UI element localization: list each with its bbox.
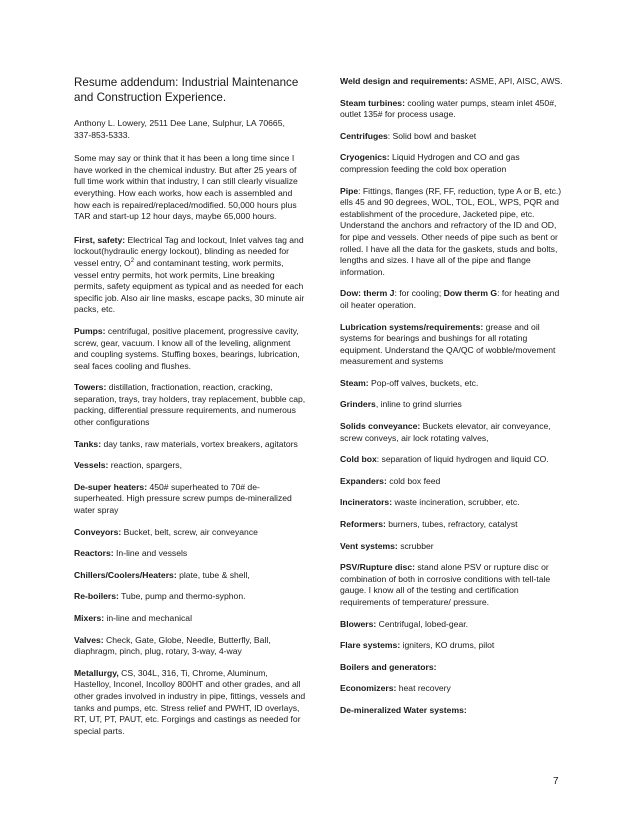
entry-text: 450# superheated to 70# de-superheated. High pressure screw pumps de-mineralized water spray [74, 481, 292, 516]
entry-label: De-super heaters: [74, 481, 148, 492]
entry-label: Cryogenics: [340, 152, 390, 163]
entry-incinerators [340, 497, 568, 509]
entry-text: reaction, spargers, [108, 460, 182, 471]
entry-label: Lubrication systems/requirements: [340, 321, 484, 332]
contact-phone: 337-853-5333. [74, 129, 130, 140]
entry-label: Vessels: [74, 460, 109, 471]
intro-paragraph: Some may say or think that it has been a long time since I have worked in the chemical industry. But after 25 years of full time work within that industry, I can still clearly visualize everything. How each works, how each is assembled and how each is repaired/replaced/modified. 50,000 hours plus TAR and start-up 12 hour days, maybe 65,000 hours. [74, 153, 298, 222]
entry-label: Centrifuges [340, 130, 388, 141]
entry-text: grease and oil systems for bearings and bushings for all rotating equipment. Understand the QA/QC of wobble/movement measurement and systems [340, 321, 556, 367]
entry-economizers [340, 683, 568, 695]
entry-text: cooling water pumps, steam inlet 450#, outlet 135# for process usage. [340, 97, 557, 120]
entry-text: Check, Gate, Globe, Needle, Butterfly, Ball, diaphragm, pinch, plug, rotary, 3-way, 4-way [74, 634, 271, 657]
entry-label: De-mineralized Water systems: [340, 704, 467, 715]
entry-text: igniters, KO drums, pilot [400, 640, 495, 651]
left-column [74, 76, 306, 747]
entry-conveyors [74, 527, 306, 539]
entry-lubrication [340, 322, 568, 368]
entry-demineralized-water [340, 705, 568, 717]
entry-text: day tanks, raw materials, vortex breakers, agitators [101, 438, 298, 449]
contact-address: Anthony L. Lowery, 2511 Dee Lane, Sulphur, LA 70665, [74, 118, 285, 128]
entry-label: Towers: [74, 382, 107, 393]
entry-text: Liquid Hydrogen and CO and gas compression feeding the cold box operation [340, 152, 520, 174]
entry-text: distillation, fractionation, reaction, cracking, separation, trays, tray holders, tray replacement, bubble cap, packing, differential pressure requirements, and numerous other configurations [74, 382, 306, 428]
entry-superscript: 2 [130, 258, 135, 265]
entry-reformers [340, 519, 568, 531]
entry-psv-rupture-disc [340, 562, 568, 608]
entry-label: Steam: [340, 377, 369, 388]
entry-label: Vent systems: [340, 540, 398, 551]
entry-solids-conveyance [340, 421, 568, 444]
entry-label: Weld design and requirements: [340, 76, 468, 86]
entry-safety [74, 235, 306, 316]
entry-text: Centrifugal, lobed-gear. [376, 618, 469, 629]
entry-text: , inline to grind slurries [375, 399, 462, 410]
page-number: 7 [553, 776, 559, 787]
entry-pipe [340, 186, 568, 279]
entry-label: Pumps: [74, 325, 106, 336]
entry-dowtherm [340, 288, 568, 311]
entry-text: plate, tube & shell, [176, 569, 250, 580]
entry-label: Metallurgy, [74, 667, 119, 678]
entry-text: heat recovery [396, 683, 451, 694]
entry-label: Steam turbines: [340, 97, 405, 108]
entry-text: burners, tubes, refractory, catalyst [385, 519, 518, 530]
entry-text: In-line and vessels [113, 548, 188, 559]
entry-text: CS, 304L, 316, Ti, Chrome, Aluminum, Hastelloy, Inconel, Incolloy 800HT and other grades, and all other grades involved in industry in pipe, fittings, vessels and tanks and pumps, etc. Stress relief and PWHT, ID overlays, RT, UT, PT, PAUT, etc. Forgings and castings as needed for special parts. [74, 667, 306, 736]
entry-text: Tube, pump and thermo-syphon. [118, 591, 246, 602]
entry-text: : separation of liquid hydrogen and liquid CO. [376, 454, 549, 465]
entry-text: and contaminant testing, work permits, vessel entry permits, hot work permits, Line breaking permits, safety equipment as typical and as needed for each specific job. Also air line masks, escape packs, 30 minute air packs, etc. [74, 257, 305, 315]
entry-label: PSV/Rupture disc: [340, 562, 415, 573]
entry-text: Pop-off valves, buckets, etc. [368, 377, 479, 388]
entry-vessels [74, 460, 306, 472]
entry-label: Expanders: [340, 475, 387, 486]
entry-label: Boilers and generators: [340, 661, 437, 672]
entry-cold-box [340, 454, 568, 466]
entry-label: Incinerators: [340, 497, 393, 508]
entry-text: ASME, API, AISC, AWS. [467, 76, 563, 86]
entry-label: Flare systems: [340, 640, 401, 651]
entry-steam-turbines [340, 98, 568, 121]
entry-text: : Fittings, flanges (RF, FF, reduction, type A or B, etc.) ells 45 and 90 degrees, WOL, TOL, EOL, WPS, PQR and establishment of the procedure, Jacketed pipe, etc. Understand the anchors and refractory of the ID and OD, for pipe and vessels. Other needs of pipe such as bent or rolled. I have all the data for the gaskets, studs and bolts, lengths and sizes. I have all of the pipe and flange information. [340, 185, 562, 277]
entry-grinders [340, 399, 568, 411]
entry-text: scrubber [397, 540, 434, 551]
entry-reactors [74, 548, 306, 560]
entry-mixers [74, 613, 306, 625]
contact-info [74, 118, 306, 141]
entry-label: Re-boilers: [74, 591, 119, 602]
entry-label: Reformers: [340, 519, 386, 530]
entry-text: : for heating and oil heater operation. [340, 288, 560, 310]
entry-text: stand alone PSV or rupture disc or combination of both in corrosive conditions with tell-tale gauge. I know all of the testing and certification requirements of temperature/ pressure. [340, 562, 551, 607]
entry-text: cold box feed [386, 475, 441, 486]
entry-flare-systems [340, 640, 568, 652]
entry-text: : for cooling; [394, 288, 444, 299]
entry-centrifuges [340, 131, 568, 143]
entry-steam [340, 378, 568, 390]
entry-boilers-generators [340, 662, 568, 674]
entry-de-super-heaters [74, 482, 306, 517]
entry-label: Dow therm G [443, 288, 498, 299]
entry-blowers [340, 619, 568, 631]
entry-label: First, safety: [74, 234, 126, 245]
entry-label: Tanks: [74, 438, 102, 449]
entry-label: Cold box [340, 454, 377, 465]
entry-label: Conveyors: [74, 526, 122, 537]
page-title: Resume addendum: Industrial Maintenance and Construction Experience. [74, 76, 299, 104]
entry-text: in-line and mechanical [104, 613, 192, 623]
entry-text: Bucket, belt, screw, air conveyance [121, 526, 258, 537]
entry-text: centrifugal, positive placement, progressive cavity, screw, gear, vacuum. I know all of the leveling, alignment and coupling systems. Stuffing boxes, bearings, lubrication, seal faces cooling and flushes. [74, 325, 300, 371]
entry-cryogenics [340, 152, 568, 175]
entry-re-boilers [74, 591, 306, 603]
entry-text: waste incineration, scrubber, etc. [392, 497, 520, 508]
entry-expanders [340, 476, 568, 488]
entry-valves [74, 635, 306, 658]
entry-vent-systems [340, 541, 568, 553]
entry-chillers [74, 570, 306, 582]
entry-label: Blowers: [340, 618, 377, 629]
entry-label: Grinders [340, 399, 376, 410]
entry-label: Pipe [340, 185, 359, 196]
right-column [340, 76, 568, 727]
entry-label: Economizers: [340, 683, 397, 694]
entry-text: Electrical Tag and lockout, Inlet valves tag and lockout(hydraulic energy lockout), blinding as needed for vessel entry, O [74, 234, 304, 268]
entry-label: Valves: [74, 634, 104, 645]
entry-towers [74, 382, 306, 428]
entry-text: Buckets elevator, air conveyance, screw conveys, air lock rotating valves, [340, 421, 551, 443]
entry-weld-design [340, 76, 568, 88]
entry-pumps [74, 326, 306, 372]
entry-metallurgy [74, 668, 306, 738]
entry-label: Chillers/Coolers/Heaters: [74, 569, 177, 580]
entry-label: Solids conveyance: [340, 421, 421, 432]
entry-label: Mixers: [74, 613, 105, 623]
entry-label: Dow: therm J [340, 288, 395, 299]
entry-label: Reactors: [74, 548, 114, 559]
entry-text: : Solid bowl and basket [387, 130, 477, 141]
entry-tanks [74, 439, 306, 451]
